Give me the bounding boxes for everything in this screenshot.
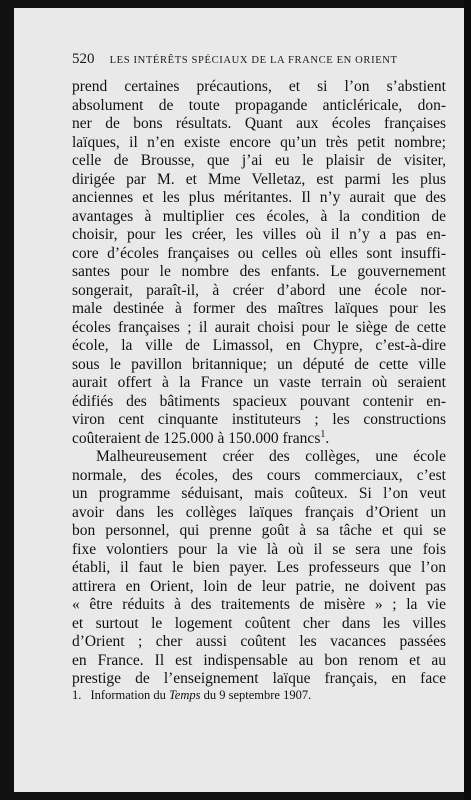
text-line: Malheureusement créer des collèges, une école — [96, 448, 446, 465]
text-line: viron cent cinquante instituteurs ; les constructions — [72, 411, 446, 428]
text-line: d’Orient ; cher aussi coûtent les vacances passées — [72, 633, 446, 650]
running-title: LES INTÉRÊTS SPÉCIAUX DE LA FRANCE EN ORIENT — [109, 55, 398, 66]
text-line: avoir dans les collèges laïques français d’Orient un — [72, 503, 446, 521]
text-line: prestige de l’enseignement laïque français, en face — [72, 670, 446, 687]
text-line: dirigée par M. et Mme Velletaz, est parmi les plus — [72, 170, 446, 188]
text-line: bon personnel, qui prenne goût à sa tâche et qui se — [72, 522, 446, 539]
text-line: attirera en Orient, loin de leur patrie, ne doivent pas — [72, 577, 446, 595]
text-line: école, la ville de Limassol, en Chypre, c’est-à-dire — [72, 337, 446, 354]
footnote-number: 1. — [72, 688, 82, 702]
text-line: aurait offert à la France un vaste terrain où seraient — [72, 374, 446, 391]
text-line: coûteraient de 125.000 à 150.000 francs — [72, 429, 321, 447]
running-header — [72, 48, 462, 68]
sentence-period: . — [325, 429, 330, 447]
text-line: choisir, pour les créer, les villes où il n’y a pas en- — [72, 226, 446, 243]
text-line: laïques, il n’en existe encore qu’un très petit nombre; — [72, 133, 446, 151]
footnote-reference: 1 — [320, 428, 326, 440]
footnote-text-before: Information du — [90, 688, 166, 702]
text-line: établi, il faut le bien payer. Les professeurs que l’on — [72, 559, 446, 576]
text-line: sous le pavillon britannique; un député de cette ville — [72, 355, 446, 373]
body-text — [72, 78, 446, 689]
text-line: normale, des écoles, des cours commerciaux, c’est — [72, 466, 446, 484]
binding-gutter — [464, 0, 471, 800]
text-line: « être réduits à des traitements de misère » ; la vie — [72, 596, 446, 613]
text-line: en France. Il est indispensable au bon renom et au — [72, 651, 446, 669]
footnote-source-title: Temps — [168, 688, 201, 702]
text-line: et surtout le logement coûtent cher dans les villes — [72, 614, 446, 632]
text-line: un programme séduisant, mais coûteux. Si l’on veut — [72, 485, 446, 502]
text-line: songerait, paraît-il, à créer d’abord une école nor- — [72, 281, 446, 299]
text-line: male destinée à former des maîtres laïques pour les — [72, 300, 446, 317]
text-line: absolument de toute propagande anticléricale, don- — [72, 96, 446, 114]
book-page — [14, 8, 464, 792]
text-line: anciennes et les plus méritantes. Il n’y aurait que des — [72, 189, 446, 206]
text-line: core d’écoles françaises ou celles où elles sont insuffi- — [72, 244, 446, 262]
text-line: celle de Brousse, que j’ai eu le plaisir de visiter, — [72, 152, 446, 169]
text-line: édifiés des bâtiments spacieux pouvant contenir en- — [72, 392, 446, 410]
text-line: ner de bons résultats. Quant aux écoles françaises — [72, 115, 446, 132]
footnote — [72, 688, 462, 703]
text-line: avantages à multiplier ces écoles, à la condition de — [72, 207, 446, 225]
page-number: 520 — [72, 51, 95, 67]
footnote-text-after: du 9 septembre 1907. — [203, 688, 312, 702]
paragraph-end-line — [72, 430, 446, 449]
text-line: prend certaines précautions, et si l’on s’abstient — [72, 78, 446, 95]
text-line: écoles françaises ; il aurait choisi pour le siège de cette — [72, 318, 446, 336]
text-line: fixe volontiers pour la vie là où il se sera une fois — [72, 540, 446, 558]
text-line: santes pour le nombre des enfants. Le gouvernement — [72, 263, 446, 280]
